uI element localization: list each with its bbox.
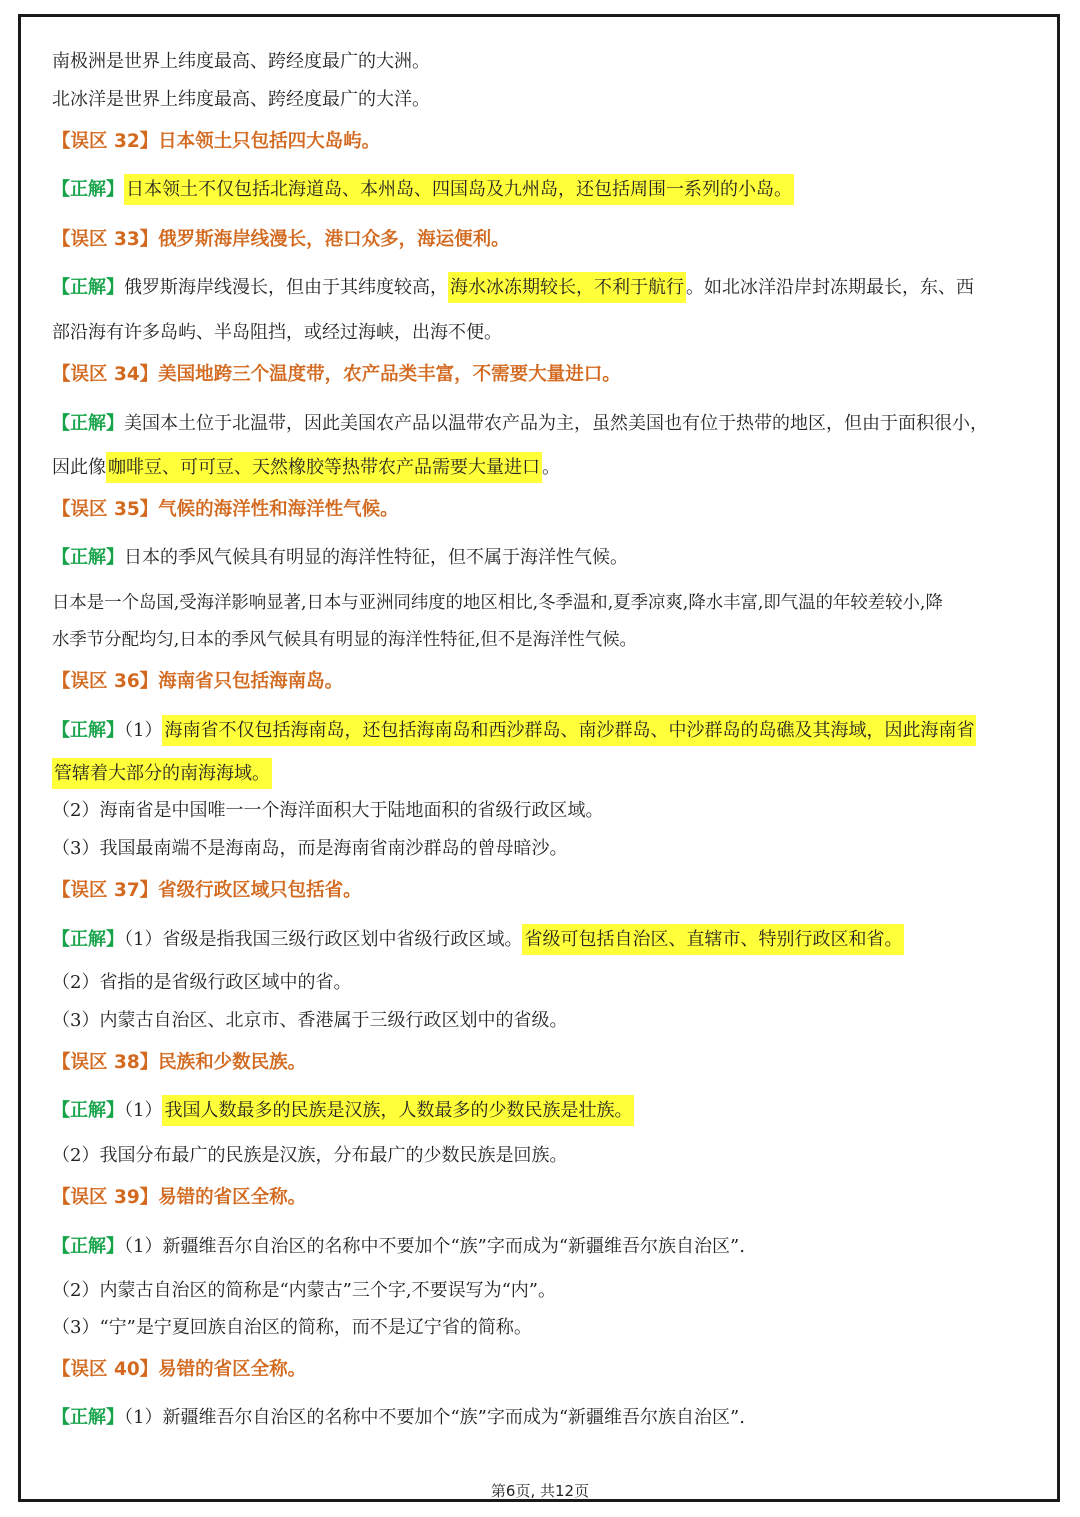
- answer-text: （1）: [124, 720, 163, 741]
- text-line: （3）内蒙古自治区、北京市、香港属于三级行政区划中的省级。: [52, 1010, 568, 1031]
- text-line: 部沿海有许多岛屿、半岛阻挡，或经过海峡，出海不便。: [52, 322, 502, 343]
- highlighted-text: 咖啡豆、可可豆、天然橡胶等热带农产品需要大量进口: [106, 452, 542, 483]
- text-line: （2）省指的是省级行政区域中的省。: [52, 972, 352, 993]
- answer-37: [52, 928, 904, 952]
- answer-36: [52, 719, 976, 743]
- answer-text: 美国本土位于北温带，因此美国农产品以温带农产品为主，虽然美国也有位于热带的地区，但由于面积很小，: [124, 413, 988, 434]
- highlighted-text: 海南省不仅包括海南岛，还包括海南岛和西沙群岛、南沙群岛、中沙群岛的岛礁及其海域，因此海南省: [162, 715, 976, 746]
- answer-text: （1）新疆维吾尔自治区的名称中不要加个“族”字而成为“新疆维吾尔族自治区”.: [124, 1236, 745, 1257]
- answer-tag: 【正解】: [52, 547, 124, 568]
- error-heading-33: 【误区 33】俄罗斯海岸线漫长，港口众多，海运便利。: [52, 229, 510, 250]
- text-line: （2）我国分布最广的民族是汉族，分布最广的少数民族是回族。: [52, 1145, 568, 1166]
- error-heading-40: 【误区 40】易错的省区全称。: [52, 1359, 307, 1380]
- answer-34-cont: [52, 456, 560, 480]
- highlighted-text: 管辖着大部分的南海海域。: [52, 758, 272, 789]
- highlighted-text: 海水冰冻期较长，不利于航行: [448, 272, 686, 303]
- error-heading-36: 【误区 36】海南省只包括海南岛。: [52, 671, 344, 692]
- text-line: 水季节分配均匀,日本的季风气候具有明显的海洋性特征,但不是海洋性气候。: [52, 630, 637, 650]
- error-heading-38: 【误区 38】民族和少数民族。: [52, 1052, 307, 1073]
- text-line: 北冰洋是世界上纬度最高、跨经度最广的大洋。: [52, 89, 430, 110]
- answer-tag: 【正解】: [52, 277, 124, 298]
- error-heading-32: 【误区 32】日本领土只包括四大岛屿。: [52, 131, 381, 152]
- text-line: （2）海南省是中国唯一一个海洋面积大于陆地面积的省级行政区域。: [52, 800, 604, 821]
- answer-text: 。如北冰洋沿岸封冻期最长，东、西: [686, 277, 974, 298]
- error-heading-35: 【误区 35】气候的海洋性和海洋性气候。: [52, 499, 399, 520]
- answer-text: 。: [542, 457, 560, 478]
- answer-text: （1）省级是指我国三级行政区划中省级行政区域。: [124, 929, 523, 950]
- answer-40: [52, 1406, 745, 1430]
- answer-tag: 【正解】: [52, 720, 124, 741]
- text-line: （2）内蒙古自治区的简称是“内蒙古”三个字,不要误写为“内”。: [52, 1280, 556, 1301]
- text-line: 南极洲是世界上纬度最高、跨经度最广的大洲。: [52, 51, 430, 72]
- answer-text: 因此像: [52, 457, 106, 478]
- answer-tag: 【正解】: [52, 1407, 124, 1428]
- answer-32: [52, 178, 794, 202]
- answer-35: [52, 546, 628, 570]
- answer-tag: 【正解】: [52, 179, 124, 200]
- answer-text: 俄罗斯海岸线漫长，但由于其纬度较高，: [124, 277, 448, 298]
- answer-33: [52, 276, 974, 300]
- highlighted-text: 省级可包括自治区、直辖市、特别行政区和省。: [522, 924, 904, 955]
- highlighted-text: 日本领土不仅包括北海道岛、本州岛、四国岛及九州岛，还包括周围一系列的小岛。: [124, 174, 794, 205]
- answer-tag: 【正解】: [52, 413, 124, 434]
- answer-text: （1）新疆维吾尔自治区的名称中不要加个“族”字而成为“新疆维吾尔族自治区”.: [124, 1407, 745, 1428]
- answer-tag: 【正解】: [52, 1236, 124, 1257]
- error-heading-39: 【误区 39】易错的省区全称。: [52, 1187, 307, 1208]
- answer-tag: 【正解】: [52, 929, 124, 950]
- answer-36-cont: [52, 762, 272, 786]
- answer-tag: 【正解】: [52, 1100, 124, 1121]
- answer-text: （1）: [124, 1100, 163, 1121]
- answer-text: 日本的季风气候具有明显的海洋性特征，但不属于海洋性气候。: [124, 547, 628, 568]
- text-line: 日本是一个岛国,受海洋影响显著,日本与亚洲同纬度的地区相比,冬季温和,夏季凉爽,降水丰富,即气温的年较差较小,降: [52, 593, 943, 613]
- page-number: 第6页, 共12页: [490, 1482, 590, 1500]
- text-line: （3）我国最南端不是海南岛，而是海南省南沙群岛的曾母暗沙。: [52, 838, 568, 859]
- text-line: （3）“宁”是宁夏回族自治区的简称，而不是辽宁省的简称。: [52, 1317, 532, 1338]
- error-heading-37: 【误区 37】省级行政区域只包括省。: [52, 880, 362, 901]
- highlighted-text: 我国人数最多的民族是汉族，人数最多的少数民族是壮族。: [162, 1095, 634, 1126]
- answer-39: [52, 1235, 745, 1259]
- error-heading-34: 【误区 34】美国地跨三个温度带，农产品类丰富，不需要大量进口。: [52, 364, 621, 385]
- answer-38: [52, 1099, 634, 1123]
- answer-34: [52, 412, 988, 436]
